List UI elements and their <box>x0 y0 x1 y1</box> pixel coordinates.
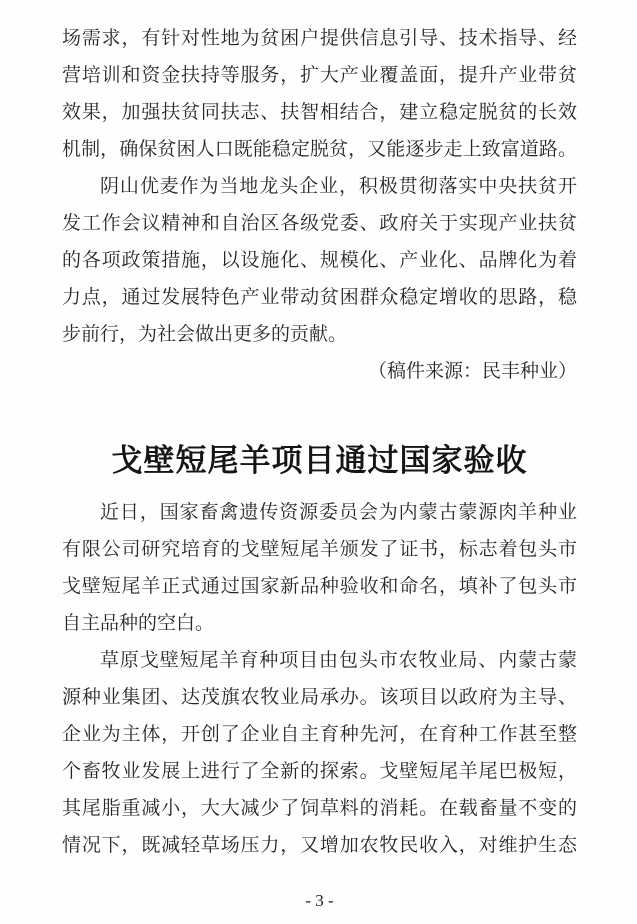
text-line: 源种业集团、达茂旗农牧业局承办。该项目以政府为主导、 <box>62 687 577 708</box>
text-line: 草原戈壁短尾羊育种项目由包头市农牧业局、内蒙古蒙 <box>100 650 577 671</box>
document-content <box>62 20 577 911</box>
article-title: 戈壁短尾羊项目通过国家验收 <box>111 443 528 478</box>
paragraph <box>62 168 577 353</box>
text-line: 营培训和资金扶持等服务，扩大产业覆盖面，提升产业带贫 <box>62 65 577 86</box>
text-line: 近日，国家畜禽遗传资源委员会为内蒙古蒙源肉羊种业 <box>100 502 577 523</box>
text-line: 自主品种的空白。 <box>62 613 215 634</box>
text-line: 机制，确保贫困人口既能稳定脱贫，又能逐步走上致富道路。 <box>62 139 577 160</box>
paragraph <box>62 494 577 642</box>
text-line: 力点，通过发展特色产业带动贫困群众稳定增收的思路，稳 <box>62 287 577 308</box>
paragraph <box>62 642 577 864</box>
text-line: 发工作会议精神和自治区各级党委、政府关于实现产业扶贫 <box>62 213 577 234</box>
text-line: 的各项政策措施，以设施化、规模化、产业化、品牌化为着 <box>62 250 577 271</box>
source-attribution: （稿件来源：民丰种业） <box>367 361 577 382</box>
text-line: 戈壁短尾羊正式通过国家新品种验收和命名，填补了包头市 <box>62 576 577 597</box>
continuation-paragraph <box>62 20 577 168</box>
text-line: 有限公司研究培育的戈壁短尾羊颁发了证书，标志着包头市 <box>62 539 577 560</box>
text-line: 场需求，有针对性地为贫困户提供信息引导、技术指导、经 <box>62 28 577 49</box>
text-line: 阴山优麦作为当地龙头企业，积极贯彻落实中央扶贫开 <box>100 176 577 197</box>
page-number: - 3 - <box>305 891 334 910</box>
text-line: 企业为主体，开创了企业自主育种先河，在育种工作甚至整 <box>62 724 577 745</box>
text-line: 步前行，为社会做出更多的贡献。 <box>62 324 348 345</box>
text-line: 效果，加强扶贫同扶志、扶智相结合，建立稳定脱贫的长效 <box>62 102 577 123</box>
text-line: 个畜牧业发展上进行了全新的探索。戈壁短尾羊尾巴极短， <box>62 761 577 782</box>
text-line: 情况下，既减轻草场压力，又增加农牧民收入，对维护生态 <box>62 835 577 856</box>
text-line: 其尾脂重减小，大大减少了饲草料的消耗。在载畜量不变的 <box>62 798 577 819</box>
